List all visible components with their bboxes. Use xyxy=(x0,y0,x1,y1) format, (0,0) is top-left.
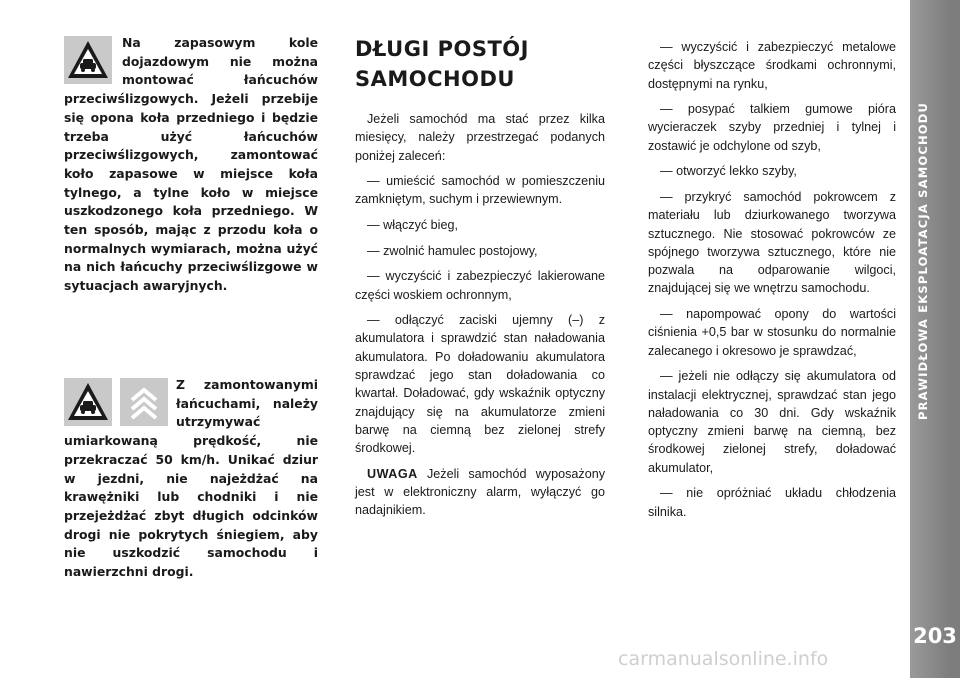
note-label: UWAGA xyxy=(367,466,418,481)
list-item: — jeżeli nie odłączy się akumulatora od instalacji elektrycznej, sprawdzać stan jego naładowania co 30 dni. Gdy wskaźnik optyczny zmieni barwę na ciemną, bez środkowej zielonej strefy, doładować akumulator, xyxy=(648,369,896,475)
list-item: — wyczyścić i zabezpieczyć metalowe części błyszczące środkami ochronnymi, dostępnymi na rynku, xyxy=(648,40,896,91)
list-item: — napompować opony do wartości ciśnienia +0,5 bar w stosunku do normalnie zalecanego i okresowo je sprawdzać, xyxy=(648,307,896,358)
note-text: Jeżeli samochód wyposażony jest w elektroniczny alarm, wyłączyć go nadajnikiem. xyxy=(355,466,605,518)
page-title-line2: SAMOCHODU xyxy=(355,67,515,91)
list-item: — włączyć bieg, xyxy=(367,218,458,233)
list-item: — przykryć samochód pokrowcem z materiału lub dziurkowanego tworzywa sztucznego. Nie stosować pokrowców ze spójnego tworzywa sztucznego, które nie pozwala na odparowanie wilgoci, znajdującej się we wnętrzu samochodu. xyxy=(648,189,896,296)
list-item: — wyczyścić i zabezpieczyć lakierowane części woskiem ochronnym, xyxy=(355,269,605,302)
middle-column xyxy=(355,110,605,527)
intro-paragraph: Jeżeli samochód ma stać przez kilka miesięcy, należy przestrzegać podanych poniżej zaleceń: xyxy=(355,112,605,163)
list-item: — nie opróżniać układu chłodzenia silnika. xyxy=(648,486,896,519)
right-column xyxy=(648,38,896,528)
watermark: carmanualsonline.info xyxy=(618,648,829,670)
page-title-line1: DŁUGI POSTÓJ xyxy=(355,37,529,61)
section-title: PRAWIDŁOWA EKSPLOATACJA SAMOCHODU xyxy=(916,101,930,420)
list-item: — posypać talkiem gumowe pióra wycieraczek szyby przedniej i tylnej i zostawić je odchylone od szyb, xyxy=(648,102,896,153)
warning-snow-chains-spare: Na zapasowym kole dojazdowym nie można montować łańcuchów przeciwślizgowych. Jeżeli przebije się opona koła przedniego i będzie trzeba użyć łańcuchów przeciwślizgowych, zamontować koło zapasowe w miejsce koła tylnego, a tylne koło w miejsce uszkodzonego koła przedniego. W ten sposób, mając z przodu koła o normalnych wymiarach, można użyć na nich łańcuchy przeciwślizgowe w sytuacjach awaryjnych. xyxy=(64,35,318,294)
section-sidebar xyxy=(910,0,960,678)
list-item: — odłączyć zaciski ujemny (–) z akumulatora i sprawdzić stan naładowania akumulatora. Po doładowaniu akumulatora sprawdzać jego stan doładowania co kwartał. Doładować, gdy wskaźnik optyczny znajdujący się na akumulatorze zmieni barwę na ciemną bez zielonej strefy środkowej. xyxy=(355,313,605,456)
list-item: — otworzyć lekko szyby, xyxy=(660,164,797,179)
list-item: — zwolnić hamulec postojowy, xyxy=(367,243,538,258)
list-item: — umieścić samochód w pomieszczeniu zamkniętym, suchym i przewiewnym. xyxy=(355,174,605,207)
note-paragraph xyxy=(355,465,605,520)
warning-driving-with-chains: Z zamontowanymi łańcuchami, należy utrzymywać umiarkowaną prędkość, nie przekraczać 50 km/h. Unikać dziur w jezdni, nie najeżdżać na krawężniki lub chodniki i nie przejeżdżać zbyt długich odcinków drogi nie pokrytych śniegiem, aby nie uszkodzić samochodu i nawierzchni drogi. xyxy=(64,377,318,580)
page-title xyxy=(355,34,615,94)
page-number: 203 xyxy=(913,624,957,648)
